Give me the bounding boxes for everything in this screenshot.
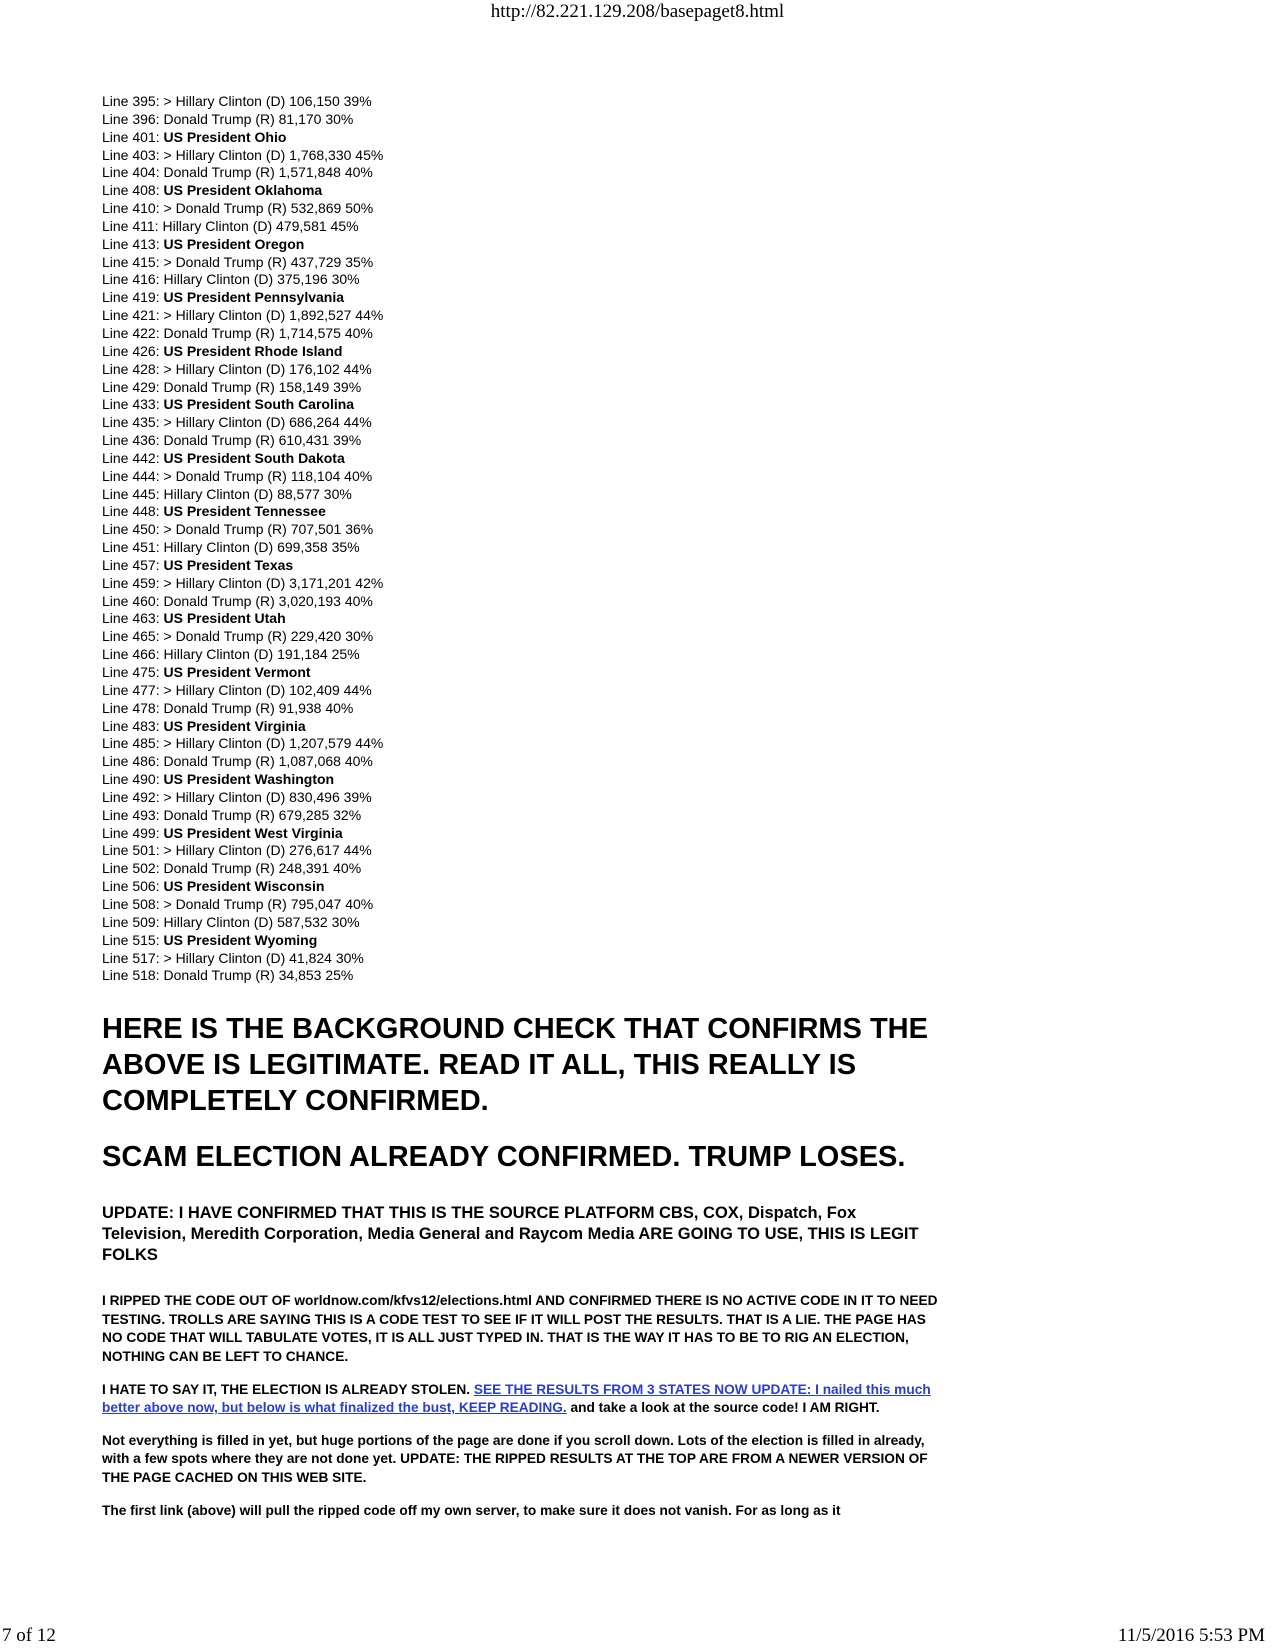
line-number: Line 460: [102,592,164,609]
line-number: Line 401: [102,128,164,145]
result-line-state-heading [102,557,942,575]
line-number: Line 475: [102,664,164,680]
state-title: US President Rhode Island [163,342,343,359]
result-line [102,967,942,985]
candidate-result: Hillary Clinton (D) 699,358 35% [163,539,360,556]
line-number: Line 442: [102,449,164,466]
result-line-state-heading [102,664,942,682]
line-number: Line 508: [102,895,164,912]
result-line [102,379,942,397]
line-number: Line 509: [102,913,164,930]
line-number: Line 421: [102,307,164,324]
state-title: US President Wisconsin [163,878,325,895]
candidate-result: > Hillary Clinton (D) 106,150 39% [163,93,372,109]
result-line [102,700,942,718]
result-line [102,682,942,700]
print-datetime: 11/5/2016 5:53 PM [1117,1625,1265,1646]
candidate-result: Donald Trump (R) 34,853 25% [163,967,354,984]
candidate-result: Hillary Clinton (D) 479,581 45% [162,217,359,234]
candidate-result: Donald Trump (R) 81,170 30% [163,110,354,127]
line-number: Line 411: [102,217,163,234]
result-line-state-heading [102,610,942,628]
candidate-result: Donald Trump (R) 158,149 39% [163,378,362,395]
state-title: US President Virginia [163,717,306,734]
result-line-state-heading [102,129,942,147]
result-line [102,432,942,450]
state-title: US President Wyoming [163,931,318,948]
ripped-code-paragraph: I RIPPED THE CODE OUT OF worldnow.com/kfvs12/elections.html AND CONFIRMED THERE IS NO ACTIVE CODE IN IT TO NEED TESTING. TROLLS ARE SAYING THIS IS A CODE TEST TO SEE IF IT WILL POST THE RESULTS. THAT IS A LIE. THE PAGE HAS NO CODE THAT WILL TABULATE VOTES, IT IS ALL JUST TYPED IN. THAT IS THE WAY IT HAS TO BE TO RIG AN ELECTION, NOTHING CAN BE LEFT TO CHANCE. [102,1293,938,1364]
candidate-result: Hillary Clinton (D) 375,196 30% [163,271,360,288]
result-line [102,307,942,325]
candidate-result: > Hillary Clinton (D) 41,824 30% [163,949,364,966]
result-line [102,735,942,753]
result-line [102,575,942,593]
background-check-heading: HERE IS THE BACKGROUND CHECK THAT CONFIRMS THE ABOVE IS LEGITIMATE. READ IT ALL, THIS REALLY IS COMPLETELY CONFIRMED. [102,1013,928,1118]
state-title: US President South Carolina [163,396,355,413]
result-line [102,539,942,557]
result-line-state-heading [102,343,942,361]
result-line [102,254,942,272]
result-line-state-heading [102,289,942,307]
result-line-state-heading [102,825,942,843]
scam-election-heading: SCAM ELECTION ALREADY CONFIRMED. TRUMP LOSES. [102,1141,906,1174]
candidate-result: Donald Trump (R) 1,714,575 40% [163,324,373,341]
source-code-text: and take a look at the source code! I AM RIGHT. [566,1400,880,1416]
line-number: Line 466: [102,646,164,663]
line-number: Line 403: [102,146,164,163]
candidate-result: Hillary Clinton (D) 587,532 30% [163,913,360,930]
candidate-result: > Hillary Clinton (D) 1,768,330 45% [163,146,384,163]
result-line-state-heading [102,503,942,521]
result-line [102,325,942,343]
line-number: Line 478: [102,699,164,716]
line-number: Line 444: [102,467,164,484]
line-number: Line 404: [102,164,164,181]
result-line-state-heading [102,236,942,254]
line-number: Line 448: [102,503,164,520]
state-title: US President Pennsylvania [163,289,345,306]
candidate-result: Donald Trump (R) 1,087,068 40% [163,753,373,770]
line-number: Line 492: [102,788,164,805]
line-number: Line 486: [102,753,164,770]
update-heading: UPDATE: I HAVE CONFIRMED THAT THIS IS THE SOURCE PLATFORM CBS, COX, Dispatch, Fox Television, Meredith Corporation, Media General and Raycom Media ARE GOING TO USE, THIS IS LEGIT FOLKS [102,1204,919,1265]
result-line [102,147,942,165]
result-line [102,842,942,860]
candidate-result: > Hillary Clinton (D) 276,617 44% [163,842,372,859]
print-page-number: 7 of 12 [2,1625,56,1646]
line-number: Line 435: [102,414,164,431]
candidate-result: Donald Trump (R) 610,431 39% [163,432,362,449]
line-number: Line 499: [102,824,164,841]
page-content [102,93,942,1520]
line-number: Line 518: [102,967,164,984]
line-number: Line 493: [102,806,164,823]
line-number: Line 408: [102,182,164,199]
result-line [102,271,942,289]
line-number: Line 396: [102,110,164,127]
result-line [102,468,942,486]
result-line [102,164,942,182]
line-number: Line 459: [102,574,164,591]
result-line [102,628,942,646]
candidate-result: Hillary Clinton (D) 88,577 30% [163,485,352,502]
line-number: Line 429: [102,378,164,395]
line-number: Line 502: [102,860,164,877]
candidate-result: Donald Trump (R) 91,938 40% [163,699,354,716]
results-lines [102,93,942,985]
result-line [102,361,942,379]
line-number: Line 485: [102,735,164,752]
line-number: Line 426: [102,342,164,359]
result-line [102,950,942,968]
candidate-result: > Hillary Clinton (D) 1,207,579 44% [163,735,384,752]
line-number: Line 483: [102,717,164,734]
result-line [102,860,942,878]
candidate-result: Donald Trump (R) 679,285 32% [163,806,362,823]
line-number: Line 416: [102,271,164,288]
candidate-result: > Donald Trump (R) 795,047 40% [163,895,374,912]
line-number: Line 410: [102,200,164,217]
result-line [102,646,942,664]
state-title: US President Ohio [163,128,287,145]
result-line [102,789,942,807]
line-number: Line 506: [102,878,164,895]
candidate-result: Hillary Clinton (D) 191,184 25% [163,646,360,663]
result-line [102,200,942,218]
candidate-result: > Donald Trump (R) 229,420 30% [163,628,374,645]
state-title: US President South Dakota [163,449,345,466]
candidate-result: > Donald Trump (R) 707,501 36% [163,521,374,538]
result-line [102,111,942,129]
state-title: US President Texas [163,556,294,573]
candidate-result: Donald Trump (R) 1,571,848 40% [163,164,373,181]
line-number: Line 433: [102,396,164,413]
candidate-result: Donald Trump (R) 248,391 40% [163,860,362,877]
result-line [102,914,942,932]
line-number: Line 445: [102,485,164,502]
line-number: Line 463: [102,610,164,627]
print-header-url: http://82.221.129.208/basepaget8.html [490,1,785,22]
state-title: US President Oklahoma [163,182,323,199]
first-link-paragraph: The first link (above) will pull the ripped code off my own server, to make sure it does not vanish. For as long as it [102,1502,841,1518]
results-link[interactable]: SEE THE RESULTS FROM 3 STATES NOW UPDATE: I nailed this much better above now, but below is what finalized the bust, KEEP READING. [102,1381,931,1416]
line-number: Line 395: [102,93,164,109]
result-line-state-heading [102,878,942,896]
line-number: Line 477: [102,681,164,698]
state-title: US President Utah [163,610,286,627]
result-line [102,414,942,432]
result-line-state-heading [102,450,942,468]
line-number: Line 428: [102,360,164,377]
line-number: Line 415: [102,253,164,270]
result-line [102,218,942,236]
candidate-result: > Hillary Clinton (D) 3,171,201 42% [163,574,384,591]
stolen-text: I HATE TO SAY IT, THE ELECTION IS ALREADY STOLEN. [102,1381,474,1397]
result-line [102,486,942,504]
candidate-result: > Hillary Clinton (D) 1,892,527 44% [163,307,384,324]
line-number: Line 490: [102,771,164,788]
state-title: US President Tennessee [163,503,326,520]
line-number: Line 515: [102,931,164,948]
candidate-result: > Hillary Clinton (D) 102,409 44% [163,681,372,698]
result-line [102,521,942,539]
result-line-state-heading [102,718,942,736]
line-number: Line 517: [102,949,164,966]
result-line [102,593,942,611]
result-line [102,753,942,771]
candidate-result: > Donald Trump (R) 532,869 50% [163,200,374,217]
line-number: Line 436: [102,432,164,449]
state-title: US President Washington [163,771,335,788]
result-line-state-heading [102,932,942,950]
line-number: Line 450: [102,521,164,538]
candidate-result: > Donald Trump (R) 118,104 40% [163,467,373,484]
line-number: Line 419: [102,289,164,306]
result-line-state-heading [102,771,942,789]
state-title: US President Oregon [163,235,305,252]
candidate-result: > Hillary Clinton (D) 830,496 39% [163,788,372,805]
result-line-state-heading [102,182,942,200]
result-line [102,807,942,825]
candidate-result: > Hillary Clinton (D) 176,102 44% [163,360,372,377]
candidate-result: > Hillary Clinton (D) 686,264 44% [163,414,372,431]
result-line-state-heading [102,396,942,414]
result-line [102,896,942,914]
not-filled-paragraph: Not everything is filled in yet, but huge portions of the page are done if you scroll down. Lots of the election is filled in already, with a few spots where they are not done yet. UPDATE: THE RIPPED RESULTS AT THE TOP ARE FROM A NEWER VERSION OF THE PAGE CACHED ON THIS WEB SITE. [102,1432,928,1485]
state-title: US President Vermont [163,664,311,680]
line-number: Line 451: [102,539,164,556]
election-stolen-paragraph [102,1381,942,1418]
line-number: Line 501: [102,842,164,859]
candidate-result: Donald Trump (R) 3,020,193 40% [163,592,373,609]
state-title: US President West Virginia [163,824,343,841]
line-number: Line 413: [102,235,164,252]
line-number: Line 465: [102,628,164,645]
line-number: Line 457: [102,556,164,573]
line-number: Line 422: [102,324,164,341]
result-line [102,93,942,111]
candidate-result: > Donald Trump (R) 437,729 35% [163,253,374,270]
